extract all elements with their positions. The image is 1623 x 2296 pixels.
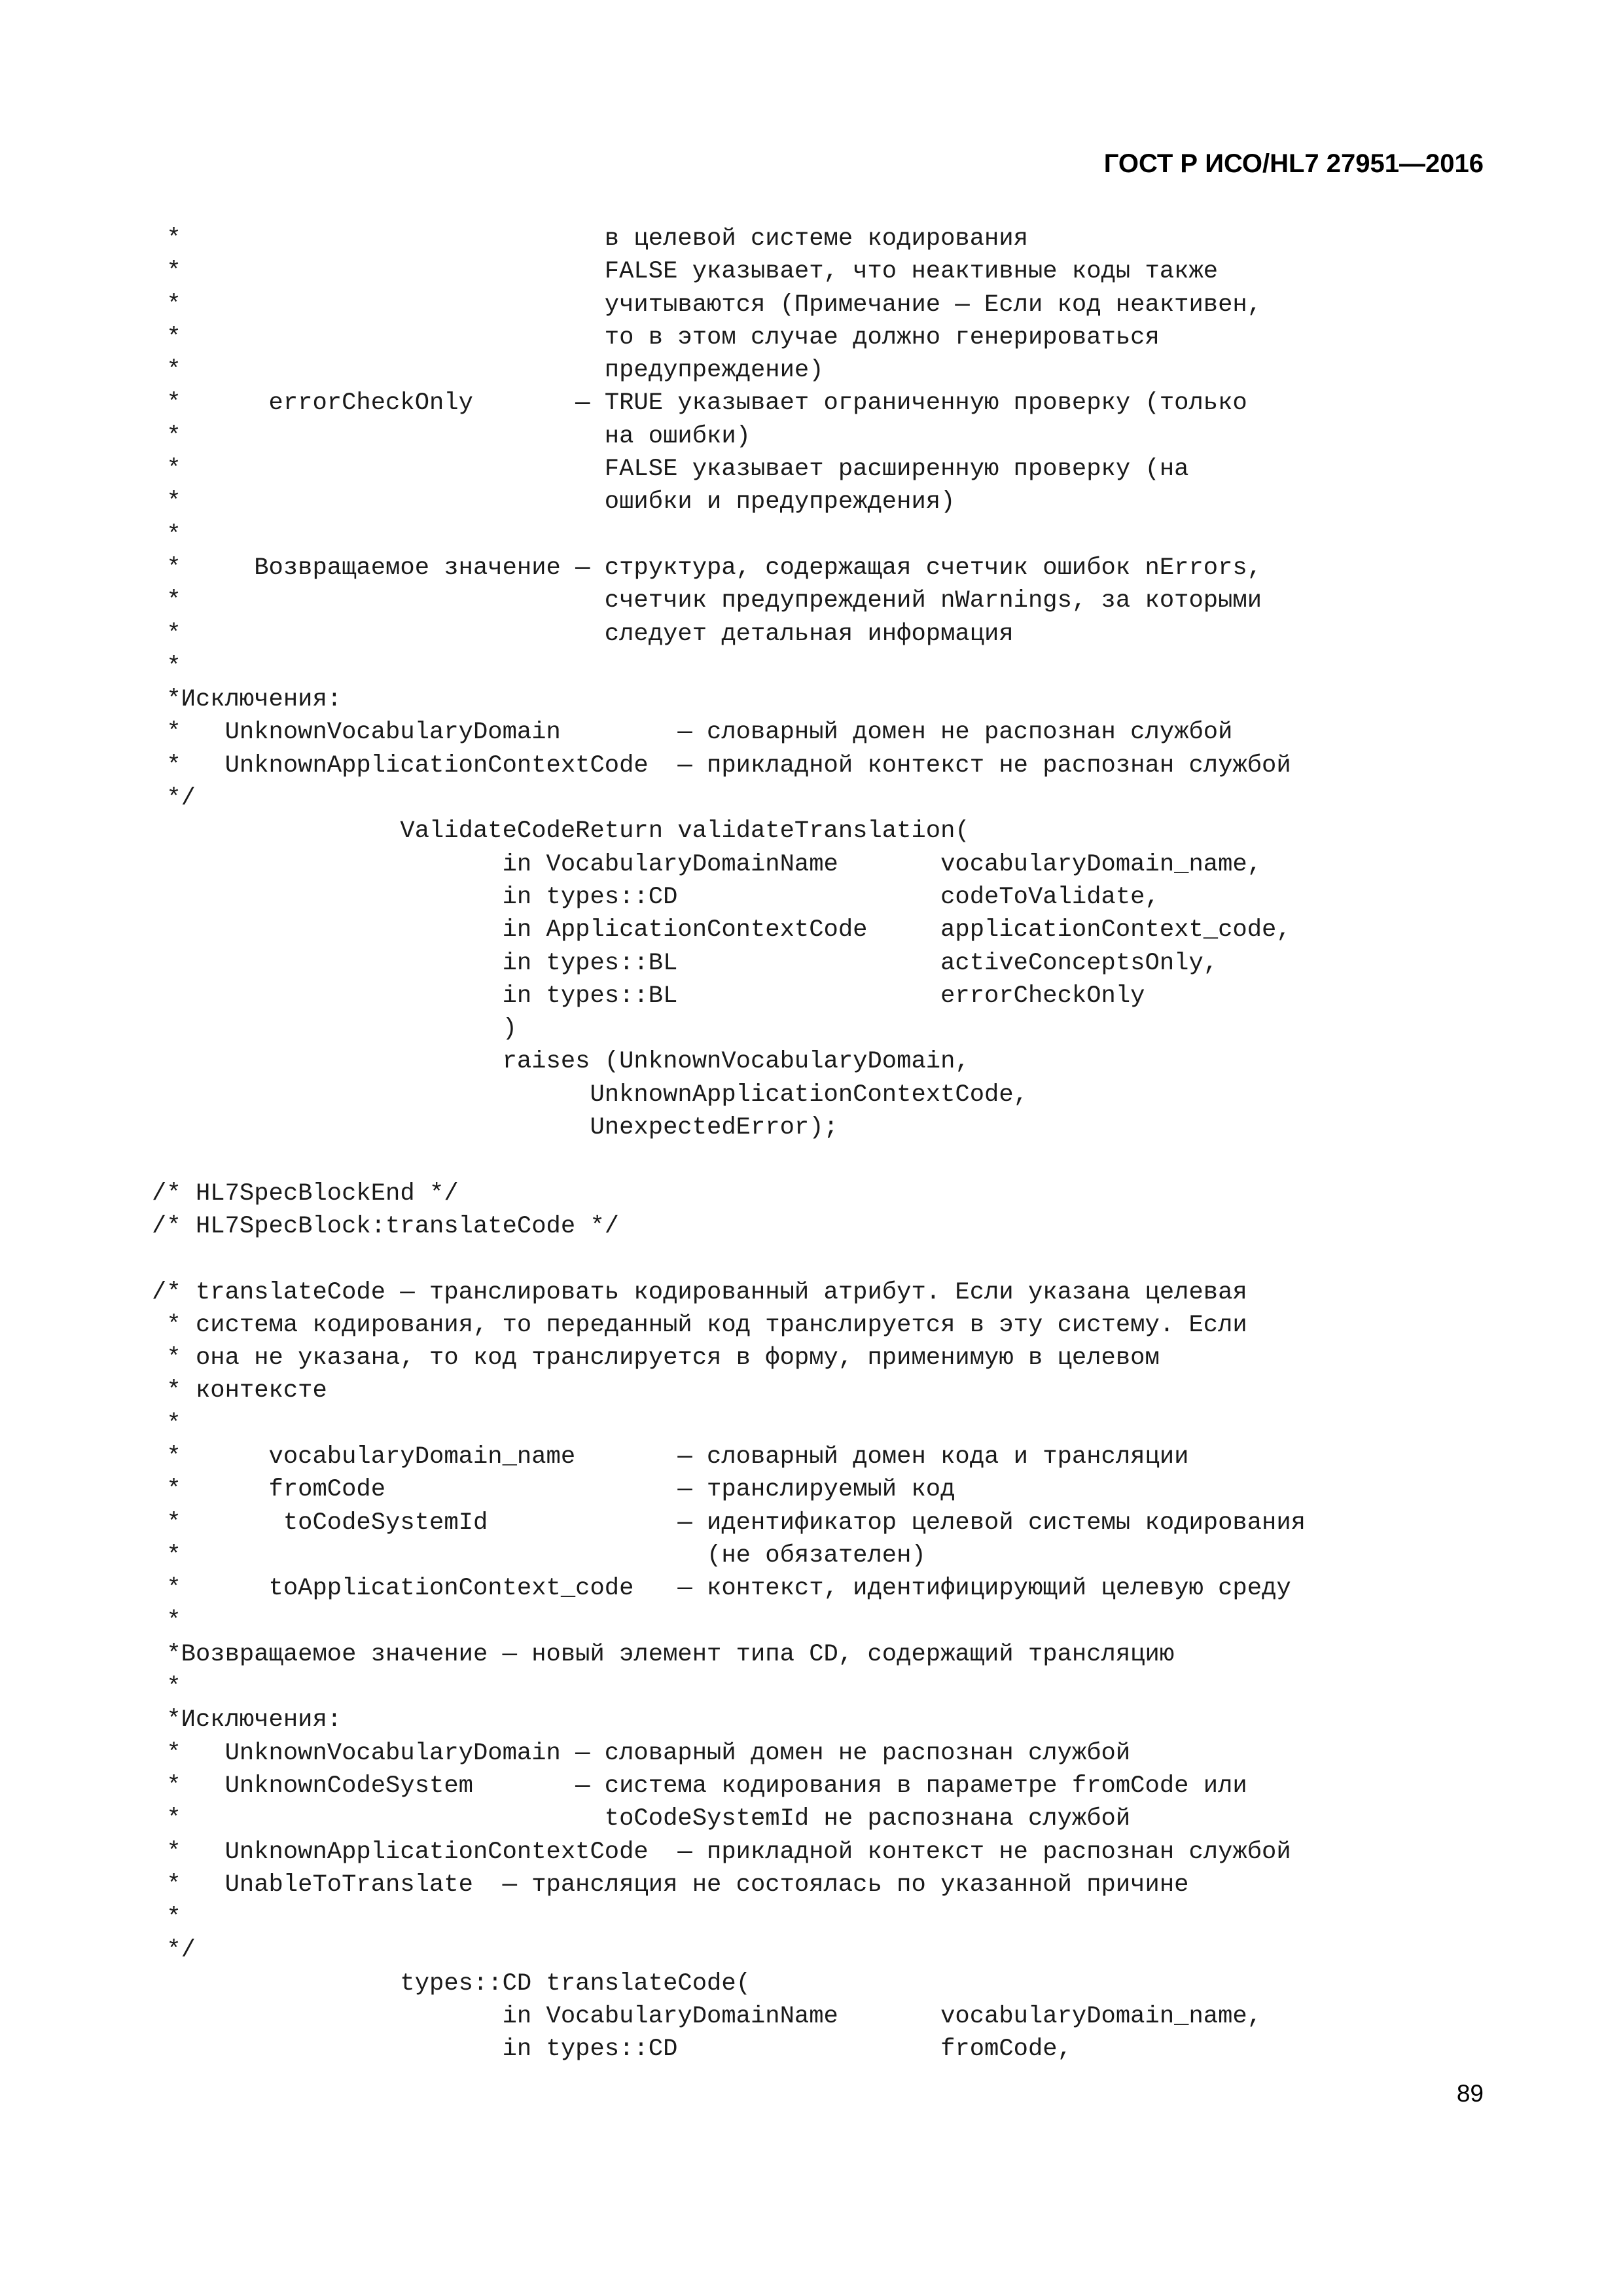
code-line: UnknownApplicationContextCode, <box>152 1081 1028 1109</box>
code-line: * UnableToTranslate — трансляция не состоялась по указанной причине <box>152 1871 1189 1899</box>
code-line: */ <box>152 785 196 813</box>
code-line <box>152 1144 1526 1177</box>
code-line: * FALSE указывает расширенную проверку (на <box>152 456 1189 484</box>
code-line: in types::CD fromCode, <box>152 2036 1072 2064</box>
code-listing <box>152 223 1526 2066</box>
code-line: * toApplicationContext_code — контекст, идентифицирующий целевую среду <box>152 1575 1291 1603</box>
code-line: * <box>152 1410 181 1438</box>
code-line: in types::BL errorCheckOnly <box>152 982 1145 1010</box>
code-line: ValidateCodeReturn validateTranslation( <box>152 817 970 846</box>
code-line: * в целевой системе кодирования <box>152 225 1028 253</box>
code-line: * то в этом случае должно генерироваться <box>152 323 1160 351</box>
code-line: in VocabularyDomainName vocabularyDomain_name, <box>152 2003 1262 2031</box>
code-line: */ <box>152 1937 196 1965</box>
code-line: raises (UnknownVocabularyDomain, <box>152 1048 970 1076</box>
code-line: /* HL7SpecBlock:translateCode */ <box>152 1212 620 1240</box>
code-line: * UnknownApplicationContextCode — прикладной контекст не распознан службой <box>152 751 1291 780</box>
code-line: * toCodeSystemId — идентификатор целевой системы кодирования <box>152 1509 1306 1537</box>
code-line: * ошибки и предупреждения) <box>152 488 955 516</box>
code-line: * UnknownApplicationContextCode — прикладной контекст не распознан службой <box>152 1838 1291 1866</box>
code-line: * контексте <box>152 1377 327 1405</box>
page-header-standard-id: ГОСТ Р ИСО/HL7 27951—2016 <box>1103 149 1484 178</box>
code-line: * предупреждение) <box>152 357 824 385</box>
code-line: *Исключения: <box>152 686 342 714</box>
code-line: ) <box>152 1015 517 1043</box>
code-line: * vocabularyDomain_name — словарный домен кода и трансляции <box>152 1443 1189 1471</box>
code-line: * UnknownCodeSystem — система кодирования в параметре fromCode или <box>152 1772 1247 1800</box>
code-line: * <box>152 521 181 549</box>
code-line: * UnknownVocabularyDomain — словарный домен не распознан службой <box>152 1739 1131 1767</box>
code-line: * (не обязателен) <box>152 1541 926 1570</box>
code-line: /* translateCode — транслировать кодированный атрибут. Если указана целевая <box>152 1278 1247 1306</box>
code-line: * следует детальная информация <box>152 620 1014 648</box>
code-line: * система кодирования, то переданный код транслируется в эту систему. Если <box>152 1311 1247 1339</box>
code-line: UnexpectedError); <box>152 1114 838 1142</box>
code-line: * <box>152 653 181 681</box>
code-line: in ApplicationContextCode applicationContext_code, <box>152 916 1291 944</box>
code-line: * счетчик предупреждений nWarnings, за которыми <box>152 587 1262 615</box>
code-line: * fromCode — транслируемый код <box>152 1476 955 1504</box>
code-line: * <box>152 1607 181 1636</box>
code-line: * UnknownVocabularyDomain — словарный домен не распознан службой <box>152 719 1233 747</box>
code-line: * FALSE указывает, что неактивные коды также <box>152 258 1219 286</box>
page-number: 89 <box>1456 2080 1484 2107</box>
code-line: *Исключения: <box>152 1706 342 1734</box>
code-line: in VocabularyDomainName vocabularyDomain_name, <box>152 850 1262 878</box>
code-line: types::CD translateCode( <box>152 1969 751 1998</box>
code-line: in types::CD codeToValidate, <box>152 883 1160 911</box>
code-line: *Возвращаемое значение — новый элемент типа CD, содержащий трансляцию <box>152 1640 1175 1668</box>
code-line: * <box>152 1904 181 1932</box>
code-line: * она не указана, то код транслируется в форму, применимую в целевом <box>152 1344 1160 1372</box>
code-line: * errorCheckOnly — TRUE указывает ограниченную проверку (только <box>152 389 1247 418</box>
code-line: /* HL7SpecBlockEnd */ <box>152 1179 459 1208</box>
code-line: * учитываются (Примечание — Если код неактивен, <box>152 291 1262 319</box>
code-line: * Возвращаемое значение — структура, содержащая счетчик ошибок nErrors, <box>152 554 1262 582</box>
code-line: in types::BL activeConceptsOnly, <box>152 949 1219 977</box>
code-line: * на ошибки) <box>152 422 751 450</box>
code-line: * toCodeSystemId не распознана службой <box>152 1805 1131 1833</box>
code-line <box>152 1243 1526 1276</box>
code-line: * <box>152 1674 181 1702</box>
